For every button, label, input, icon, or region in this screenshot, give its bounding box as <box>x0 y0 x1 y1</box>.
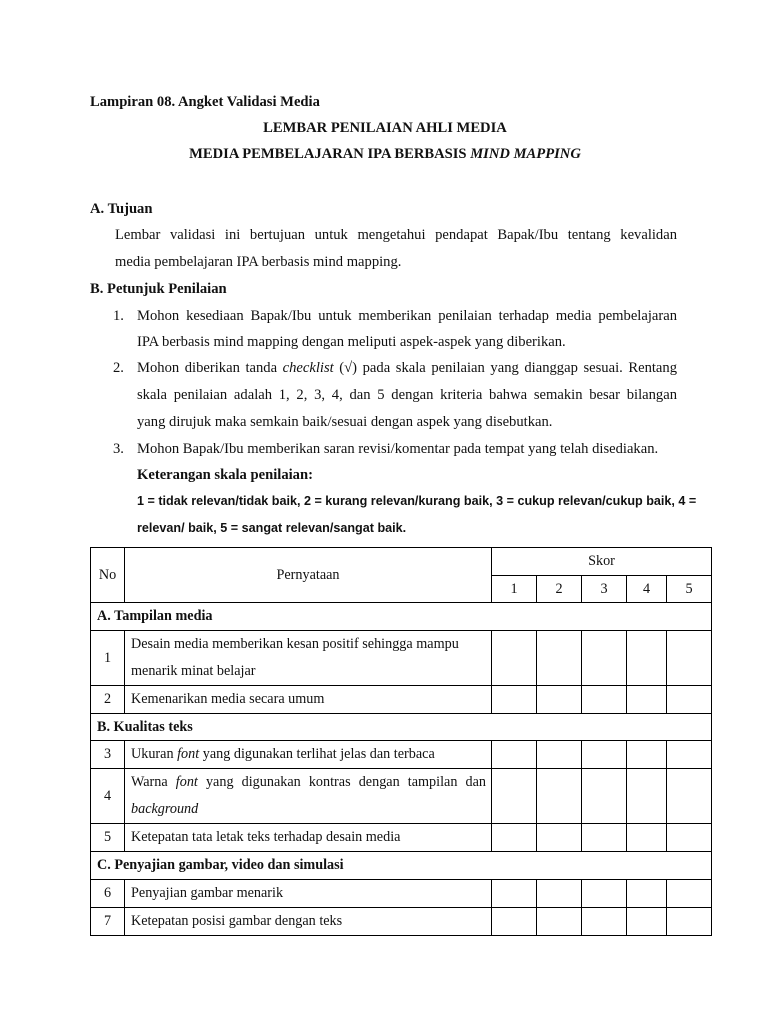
score-cell-4[interactable] <box>627 769 667 824</box>
score-cell-1[interactable] <box>492 824 537 852</box>
statement-line2: menarik minat belajar <box>131 663 256 679</box>
table-row <box>91 824 712 852</box>
score-level-5: 5 <box>667 576 712 603</box>
scale-heading: Keterangan skala penilaian: <box>137 467 313 483</box>
score-level-2: 2 <box>537 576 582 603</box>
section-row-c <box>91 852 712 880</box>
instruction-2-line2: skala penilaian adalah 1, 2, 3, 4, dan 5 dengan kriteria bahwa semakin besar bilangan <box>137 387 677 403</box>
statement-post: yang digunakan terlihat jelas dan terbaca <box>199 746 435 762</box>
score-cell-3[interactable] <box>582 824 627 852</box>
score-cell-3[interactable] <box>582 631 627 686</box>
instruction-2-text-b: (√) pada skala penilaian yang dianggap sesuai. Rentang <box>333 360 677 376</box>
header-score: Skor <box>492 548 712 576</box>
score-cell-1[interactable] <box>492 631 537 686</box>
score-cell-2[interactable] <box>537 908 582 936</box>
score-cell-4[interactable] <box>627 686 667 714</box>
score-level-4: 4 <box>627 576 667 603</box>
instruction-1-line1: Mohon kesediaan Bapak/Ibu untuk memberikan penilaian terhadap media pembelajaran <box>137 308 677 324</box>
scale-line1: 1 = tidak relevan/tidak baik, 2 = kurang relevan/kurang baik, 3 = cukup relevan/cukup baik, 4 = <box>137 494 697 508</box>
row-statement <box>125 769 492 824</box>
document-title: LEMBAR PENILAIAN AHLI MEDIA <box>263 120 507 136</box>
statement-line1: Desain media memberikan kesan positif sehingga mampu <box>131 636 459 652</box>
score-level-3: 3 <box>582 576 627 603</box>
subtitle-plain: MEDIA PEMBELAJARAN IPA BERBASIS <box>189 146 471 162</box>
section-title-c: C. Penyajian gambar, video dan simulasi <box>91 852 712 880</box>
row-statement: Ketepatan tata letak teks terhadap desain media <box>125 824 492 852</box>
instruction-3-number: 3. <box>113 441 124 457</box>
score-cell-1[interactable] <box>492 908 537 936</box>
score-cell-5[interactable] <box>667 880 712 908</box>
score-cell-2[interactable] <box>537 880 582 908</box>
score-cell-3[interactable] <box>582 686 627 714</box>
instruction-2-line3: yang dirujuk maka semkain baik/sesuai dengan aspek yang disebutkan. <box>137 414 553 430</box>
section-title-a: A. Tampilan media <box>91 603 712 631</box>
score-cell-3[interactable] <box>582 880 627 908</box>
score-cell-5[interactable] <box>667 686 712 714</box>
score-cell-2[interactable] <box>537 824 582 852</box>
score-cell-4[interactable] <box>627 631 667 686</box>
table-row <box>91 631 712 686</box>
score-cell-2[interactable] <box>537 686 582 714</box>
instruction-1-number: 1. <box>113 308 124 324</box>
row-statement: Penyajian gambar menarik <box>125 880 492 908</box>
section-a-heading: A. Tujuan <box>90 201 153 217</box>
statement-italic: font <box>177 746 200 762</box>
assessment-table <box>90 547 712 936</box>
score-cell-5[interactable] <box>667 824 712 852</box>
document-subtitle <box>90 146 680 163</box>
score-cell-3[interactable] <box>582 908 627 936</box>
instruction-2-line1 <box>137 360 677 377</box>
section-b-heading: B. Petunjuk Penilaian <box>90 281 227 297</box>
scale-line2: relevan/ baik, 5 = sangat relevan/sangat baik. <box>137 521 407 535</box>
row-number: 6 <box>91 880 125 908</box>
section-title-b: B. Kualitas teks <box>91 714 712 741</box>
table-row <box>91 880 712 908</box>
score-cell-2[interactable] <box>537 769 582 824</box>
instruction-2-italic: checklist <box>282 360 334 376</box>
row-number: 2 <box>91 686 125 714</box>
score-cell-5[interactable] <box>667 631 712 686</box>
score-cell-5[interactable] <box>667 769 712 824</box>
row-number: 4 <box>91 769 125 824</box>
instruction-3-line1: Mohon Bapak/Ibu memberikan saran revisi/komentar pada tempat yang telah disediakan. <box>137 441 659 457</box>
statement-pre: Warna <box>131 774 176 790</box>
table-row <box>91 741 712 769</box>
score-cell-1[interactable] <box>492 741 537 769</box>
score-cell-4[interactable] <box>627 741 667 769</box>
statement-pre: Ukuran <box>131 746 178 762</box>
appendix-label: Lampiran 08. Angket Validasi Media <box>90 94 320 110</box>
row-statement <box>125 741 492 769</box>
row-number: 1 <box>91 631 125 686</box>
section-a-line2: media pembelajaran IPA berbasis mind mapping. <box>115 254 402 270</box>
instruction-2-number: 2. <box>113 360 124 376</box>
score-cell-5[interactable] <box>667 741 712 769</box>
score-level-1: 1 <box>492 576 537 603</box>
header-statement: Pernyataan <box>125 548 492 603</box>
row-statement: Kemenarikan media secara umum <box>125 686 492 714</box>
score-cell-4[interactable] <box>627 880 667 908</box>
score-cell-4[interactable] <box>627 908 667 936</box>
subtitle-italic: MIND MAPPING <box>470 146 581 162</box>
score-cell-1[interactable] <box>492 686 537 714</box>
section-row-a <box>91 603 712 631</box>
table-header-row <box>91 548 712 576</box>
statement-post: yang digunakan kontras dengan tampilan dan <box>197 774 487 790</box>
row-statement <box>125 631 492 686</box>
score-cell-3[interactable] <box>582 741 627 769</box>
score-cell-5[interactable] <box>667 908 712 936</box>
instruction-1-line2: IPA berbasis mind mapping dengan meliputi aspek-aspek yang diberikan. <box>137 334 566 350</box>
score-cell-1[interactable] <box>492 880 537 908</box>
header-no: No <box>91 548 125 603</box>
score-cell-3[interactable] <box>582 769 627 824</box>
row-number: 3 <box>91 741 125 769</box>
instruction-2-text-a: Mohon diberikan tanda <box>137 360 283 376</box>
section-a-line1: Lembar validasi ini bertujuan untuk mengetahui pendapat Bapak/Ibu tentang kevalidan <box>115 227 677 243</box>
statement-line1 <box>131 769 486 796</box>
score-cell-1[interactable] <box>492 769 537 824</box>
score-cell-2[interactable] <box>537 741 582 769</box>
row-number: 7 <box>91 908 125 936</box>
score-cell-2[interactable] <box>537 631 582 686</box>
section-row-b <box>91 714 712 741</box>
table-row <box>91 908 712 936</box>
statement-line2: background <box>131 801 199 817</box>
row-statement: Ketepatan posisi gambar dengan teks <box>125 908 492 936</box>
table-row <box>91 686 712 714</box>
statement-italic: font <box>175 774 198 790</box>
row-number: 5 <box>91 824 125 852</box>
table-row <box>91 769 712 824</box>
score-cell-4[interactable] <box>627 824 667 852</box>
